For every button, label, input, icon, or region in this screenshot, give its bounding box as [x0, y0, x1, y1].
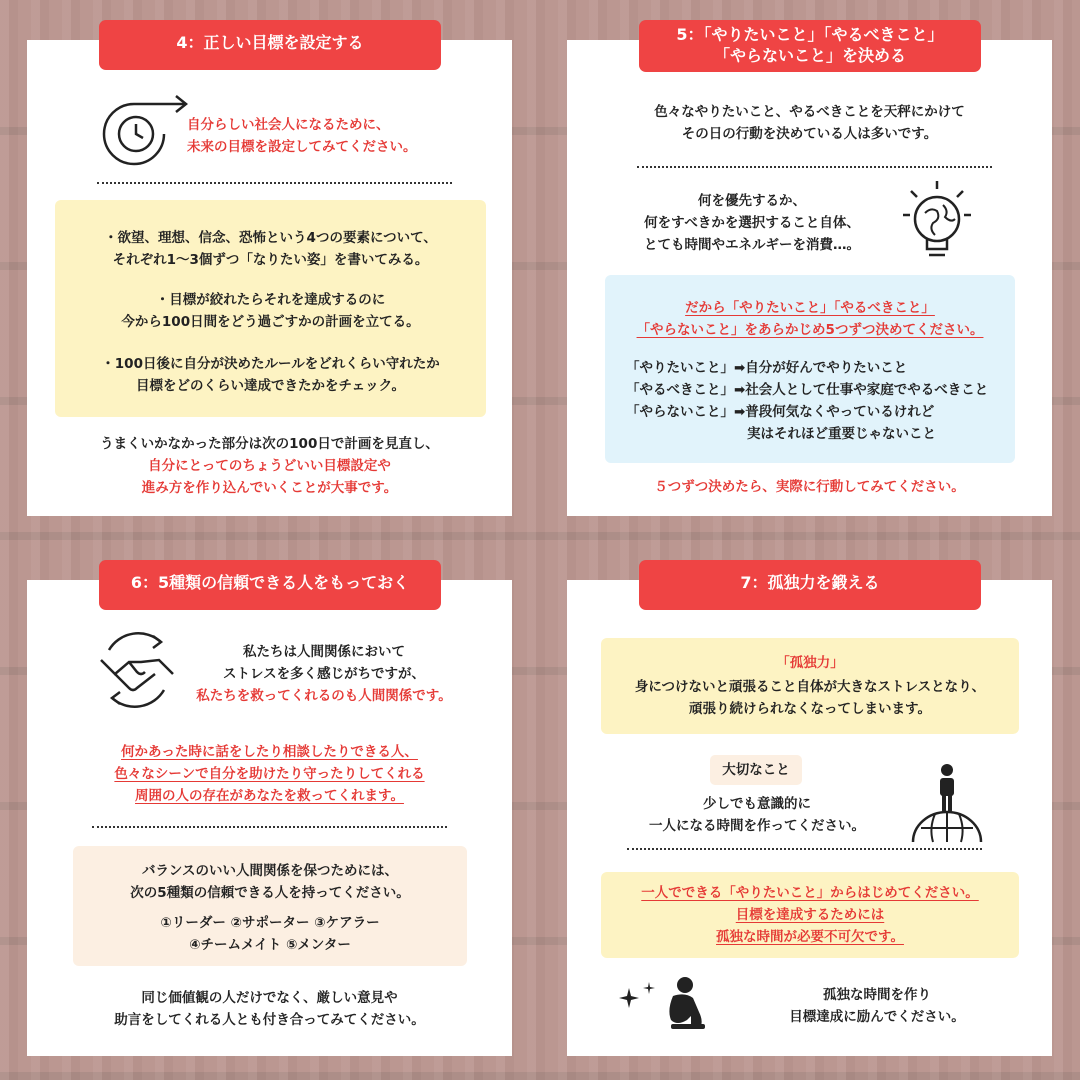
panel-7-solitude-box — [601, 638, 1019, 734]
panel-6-types-box — [73, 846, 467, 966]
bullet-item: ・目標が絞れたらそれを達成するのに 今から100日間をどう過ごすかの計画を立てる。 — [121, 292, 420, 330]
panel-6-highlight: 何かあった時に話をしたり相談したりできる人、 色々なシーンで自分を助けたり守ったりしてくれる 周囲の人の存在があなたを救ってくれます。 — [114, 744, 425, 804]
panel-4-bullets-box — [55, 200, 486, 417]
panel-6-intro: 私たちは人間関係において ストレスを多く感じがちですが、 私たちを救ってくれるのも人間関係です。 — [196, 644, 452, 704]
panel-5-decide-lists — [567, 25, 1052, 516]
lightbulb-globe-icon — [897, 175, 977, 265]
sparkles-icon — [617, 980, 659, 1014]
panel-5-definitions-box — [605, 275, 1015, 463]
panel-5-middle: 何を優先するか、 何をすべきかを選択すること自体、 とても時間やエネルギーを消費…。 — [644, 193, 860, 253]
bullet-item: ・欲望、理想、信念、恐怖という4つの要素について、 それぞれ1〜3個ずつ「なりたい姿」を書いてみる。 — [104, 230, 437, 268]
panel-6-closing: 同じ価値観の人だけでなく、厳しい意見や 助言をしてくれる人とも付き合ってみてください。 — [114, 990, 425, 1028]
panel-5-highlight: だから「やりたいこと」「やるべきこと」 「やらないこと」をあらかじめ5つずつ決めてください。 — [636, 300, 984, 338]
bullet-item: ・100日後に自分が決めたルールをどれくらい守れたか 目標をどのくらい達成できたかをチェック。 — [101, 356, 440, 394]
clock-arrow-icon — [102, 88, 192, 168]
panel-4-title: 4：正しい目標を設定する — [99, 20, 441, 70]
panel-6-types: ①リーダー ②サポーター ③ケアラー ④チームメイト ⑤メンター — [160, 915, 380, 953]
panel-6-title: 6：5種類の信頼できる人をもっておく — [99, 560, 441, 610]
panel-7-solitude-power — [567, 573, 1052, 1056]
dotted-divider — [627, 848, 982, 850]
panel-7-box-text: 身につけないと頑張ること自体が大きなストレスとなり、 頑張り続けられなくなってしまいます。 — [634, 679, 986, 717]
panel-7-important: 少しでも意識的に 一人になる時間を作ってください。 — [649, 796, 865, 834]
panel-7-closing: 孤独な時間を作り 目標達成に励んでください。 — [789, 987, 965, 1025]
panel-5-closing: ５つずつ決めたら、実際に行動してみてください。 — [654, 479, 965, 495]
panel-4-closing: うまくいかなかった部分は次の100日で計画を見直し、 自分にとってのちょうどいい目標設定や 進み方を作り込んでいくことが大事です。 — [100, 436, 439, 496]
person-on-globe-icon — [907, 762, 987, 844]
panel-7-box-title: 「孤独力」 — [776, 655, 844, 671]
panel-4-set-goals — [27, 33, 512, 516]
dotted-divider — [97, 182, 452, 184]
panel-5-title: 5：「やりたいこと」「やるべきこと」 「やらないこと」を決める — [639, 20, 981, 72]
panel-5-definitions: 「やりたいこと」➡自分が好んでやりたいこと 「やるべきこと」➡社会人として仕事や家庭でやるべきこと 「やらないこと」➡普段何気なくやっているけれど 実はそれほど重要じゃないこと — [626, 360, 989, 442]
dotted-divider — [92, 826, 447, 828]
panel-5-intro: 色々なやりたいこと、やるべきことを天秤にかけて その日の行動を決めている人は多いです。 — [654, 104, 965, 142]
panel-6-trusted-people — [27, 573, 512, 1056]
dotted-divider — [637, 166, 992, 168]
sitting-person-icon — [665, 976, 709, 1032]
panel-4-intro: 自分らしい社会人になるために、 未来の目標を設定してみてください。 — [187, 117, 417, 155]
panel-6-box-text: バランスのいい人間関係を保つためには、 次の5種類の信頼できる人を持ってください。 — [130, 863, 410, 901]
panel-7-highlight: 一人でできる「やりたいこと」からはじめてください。 目標を達成するためには 孤独な時間が必要不可欠です。 — [641, 885, 979, 945]
panel-7-title: 7：孤独力を鍛える — [639, 560, 981, 610]
panel-7-highlight-box — [601, 872, 1019, 958]
important-label: 大切なこと — [710, 755, 802, 785]
